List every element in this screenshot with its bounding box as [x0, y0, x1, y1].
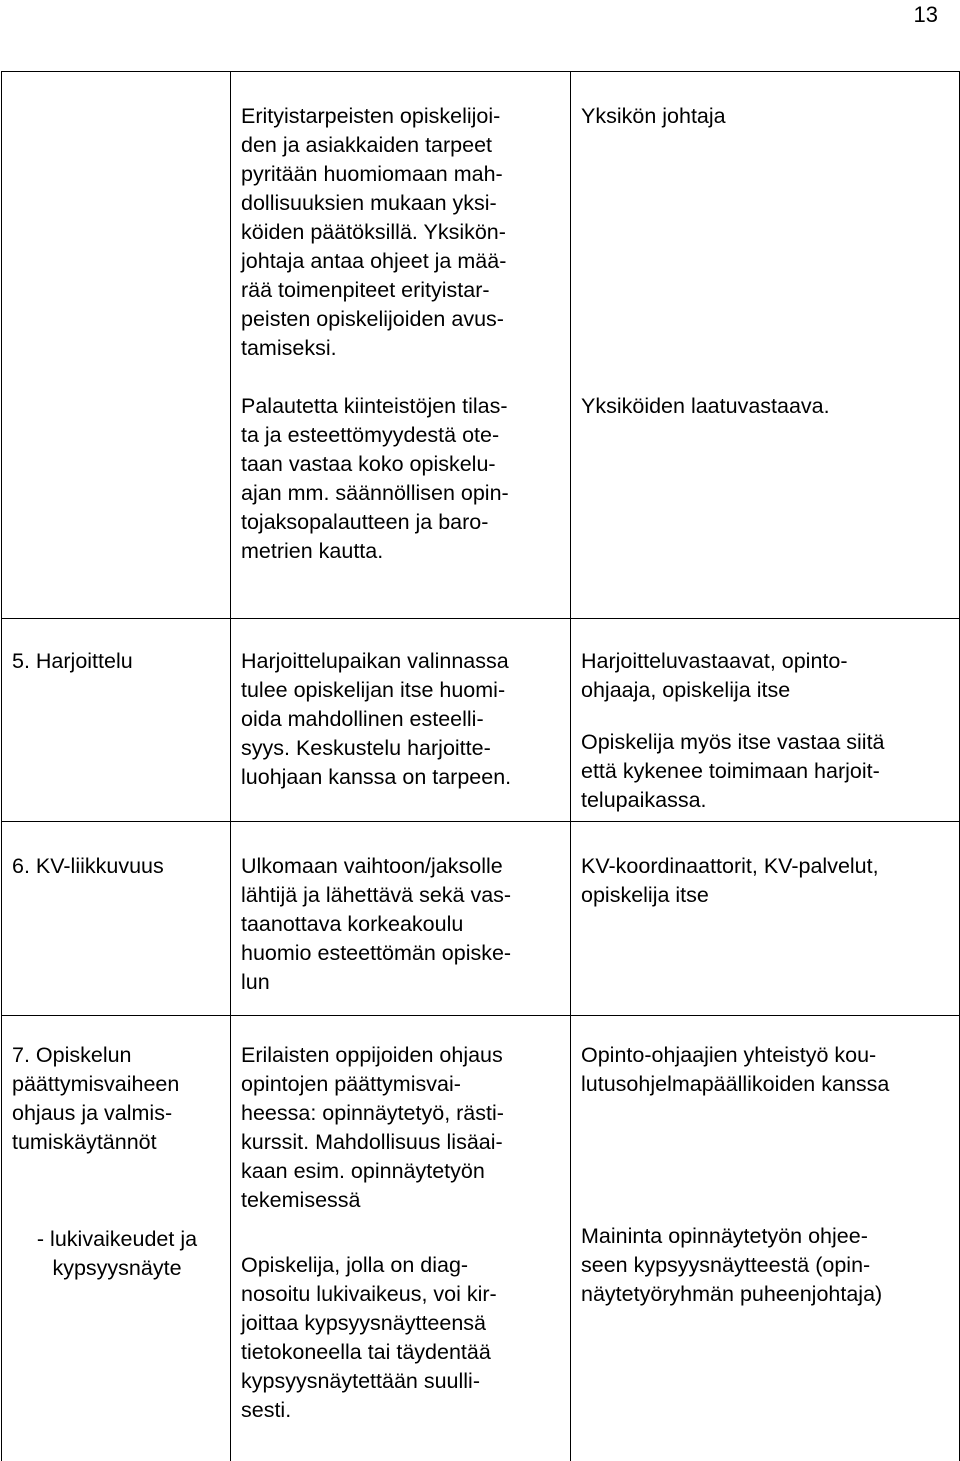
text-line: tumiskäytännöt	[12, 1128, 222, 1157]
content-cell	[231, 72, 571, 619]
text-line: 5. Harjoittelu	[12, 647, 222, 676]
text-line: Opiskelija, jolla on diag-	[241, 1251, 562, 1280]
text-line: kypsyysnäytettään suulli-	[241, 1367, 562, 1396]
text-line: nosoitu lukivaikeus, voi kir-	[241, 1280, 562, 1309]
text-line: näytetyöryhmän puheenjohtaja)	[581, 1280, 951, 1309]
text-line: kypsyysnäyte	[12, 1254, 222, 1283]
text-line: Opiskelija myös itse vastaa siitä	[581, 728, 951, 757]
text-line: tekemisessä	[241, 1186, 562, 1215]
text-line: Opinto-ohjaajien yhteistyö kou-	[581, 1041, 951, 1070]
text-line: tamiseksi.	[241, 334, 562, 363]
table-row	[2, 72, 960, 619]
content-cell	[231, 619, 571, 822]
table-row	[2, 822, 960, 1016]
text-line: köiden päätöksillä. Yksikön-	[241, 218, 562, 247]
text-line: joittaa kypsyysnäytteensä	[241, 1309, 562, 1338]
text-line: opiskelija itse	[581, 881, 951, 910]
text-line: rää toimenpiteet erityistar-	[241, 276, 562, 305]
responsible-cell	[571, 822, 960, 1016]
text-line: että kykenee toimimaan harjoit-	[581, 757, 951, 786]
text-line: ajan mm. säännöllisen opin-	[241, 479, 562, 508]
text-line: Maininta opinnäytetyön ohjee-	[581, 1222, 951, 1251]
text-line: peisten opiskelijoiden avus-	[241, 305, 562, 334]
text-line: päättymisvaiheen	[12, 1070, 222, 1099]
text-line: oida mahdollinen esteelli-	[241, 705, 562, 734]
text-line: taan vastaa koko opiskelu-	[241, 450, 562, 479]
text-line: Yksikön johtaja	[581, 102, 951, 131]
text-line: tojaksopalautteen ja baro-	[241, 508, 562, 537]
text-line: KV-koordinaattorit, KV-palvelut,	[581, 852, 951, 881]
text-line: heessa: opinnäytetyö, rästi-	[241, 1099, 562, 1128]
table-row	[2, 1016, 960, 1461]
text-line: - lukivaikeudet ja	[12, 1225, 222, 1254]
table-row	[2, 619, 960, 822]
text-line: 7. Opiskelun	[12, 1041, 222, 1070]
text-line: tietokoneella tai täydentää	[241, 1338, 562, 1367]
text-line: opintojen päättymisvai-	[241, 1070, 562, 1099]
text-line: pyritään huomiomaan mah-	[241, 160, 562, 189]
text-line: syys. Keskustelu harjoitte-	[241, 734, 562, 763]
text-line: sesti.	[241, 1396, 562, 1425]
text-line: Harjoitteluvastaavat, opinto-	[581, 647, 951, 676]
text-line: Palautetta kiinteistöjen tilas-	[241, 392, 562, 421]
topic-cell	[2, 822, 231, 1016]
text-line: Yksiköiden laatuvastaava.	[581, 392, 951, 421]
text-line: huomio esteettömän opiske-	[241, 939, 562, 968]
text-line: kurssit. Mahdollisuus lisäai-	[241, 1128, 562, 1157]
topic-cell	[2, 619, 231, 822]
text-line: luohjaan kanssa on tarpeen.	[241, 763, 562, 792]
text-line: Harjoittelupaikan valinnassa	[241, 647, 562, 676]
text-line: tulee opiskelijan itse huomi-	[241, 676, 562, 705]
text-line: lutusohjelmapäällikoiden kanssa	[581, 1070, 951, 1099]
topic-cell	[2, 72, 231, 619]
responsibility-table	[1, 71, 960, 1461]
responsible-cell	[571, 1016, 960, 1461]
text-line: 6. KV-liikkuvuus	[12, 852, 222, 881]
text-line: den ja asiakkaiden tarpeet	[241, 131, 562, 160]
text-line: Erityistarpeisten opiskelijoi-	[241, 102, 562, 131]
text-line: ta ja esteettömyydestä ote-	[241, 421, 562, 450]
text-line: johtaja antaa ohjeet ja mää-	[241, 247, 562, 276]
text-line: Ulkomaan vaihtoon/jaksolle	[241, 852, 562, 881]
content-cell	[231, 1016, 571, 1461]
content-cell	[231, 822, 571, 1016]
text-line: lähtijä ja lähettävä sekä vas-	[241, 881, 562, 910]
text-line: metrien kautta.	[241, 537, 562, 566]
text-line: Erilaisten oppijoiden ohjaus	[241, 1041, 562, 1070]
responsible-cell	[571, 72, 960, 619]
text-line: dollisuuksien mukaan yksi-	[241, 189, 562, 218]
text-line: lun	[241, 968, 562, 997]
text-line: telupaikassa.	[581, 786, 951, 815]
text-line: taanottava korkeakoulu	[241, 910, 562, 939]
responsible-cell	[571, 619, 960, 822]
text-line: ohjaaja, opiskelija itse	[581, 676, 951, 705]
text-line: ohjaus ja valmis-	[12, 1099, 222, 1128]
text-line: kaan esim. opinnäytetyön	[241, 1157, 562, 1186]
text-line: seen kypsyysnäytteestä (opin-	[581, 1251, 951, 1280]
page-number: 13	[914, 2, 938, 28]
topic-cell	[2, 1016, 231, 1461]
